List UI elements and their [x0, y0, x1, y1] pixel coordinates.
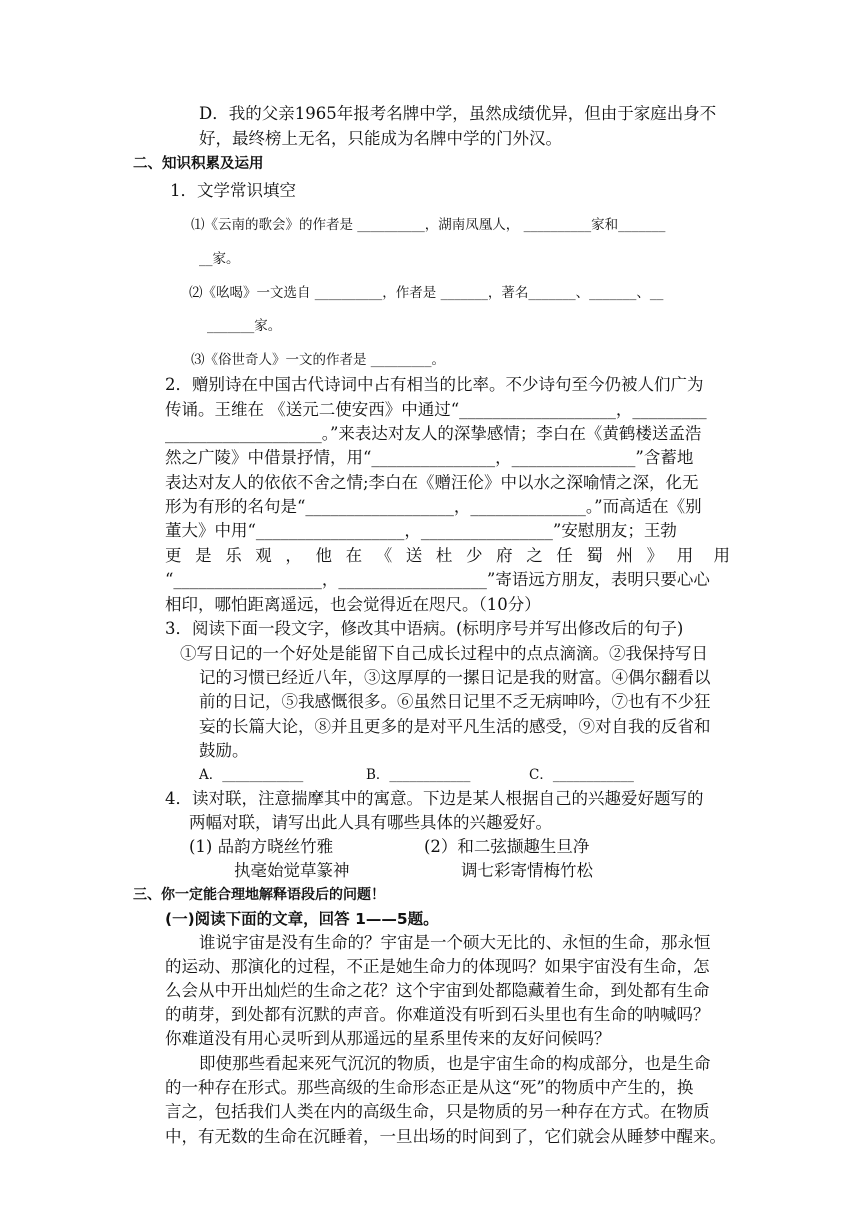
couplet-1-line-1: (1) 品韵方晓丝竹雅 — [189, 837, 334, 856]
q4-line-2: 两幅对联，请写出此人具有哪些具体的兴趣爱好。 — [189, 813, 552, 832]
option-d-line-1: D．我的父亲1965年报考名牌中学，虽然成绩优异，但由于家庭出身不 — [199, 104, 717, 123]
q2-line-7: 董大》中用“__________________，________________”安慰朋友；王勃 — [165, 521, 677, 540]
couplet-2-line-1: (2）和二弦撷趣生旦净 — [424, 837, 590, 856]
q2-line-8 — [165, 545, 730, 567]
q3-line-2: ①写日记的一个好处是能留下自己成长过程中的点点滴滴。②我保持写日 — [180, 644, 708, 663]
passage-p2-line-1: 即使那些看起来死气沉沉的物质，也是宇宙生命的构成部分，也是生命 — [199, 1054, 711, 1073]
passage-p2-line-3: 言之，包括我们人类在内的高级生命，只是物质的另一种存在方式。在物质 — [165, 1102, 710, 1121]
q1-item1-line1: ⑴《云南的歌会》的作者是 __________，湖南凤凰人， __________家和_______ — [191, 217, 666, 233]
section-3-title: 三、你一定能合理地解释语段后的问题！ — [133, 887, 385, 903]
q2-line-10: 相印，哪怕距离遥远，也会觉得近在咫尺。（10分） — [165, 595, 541, 614]
couplet-1-line-2: 执毫始觉草篆神 — [234, 861, 350, 880]
q1-item2-line1: ⑵《吆喝》一文选自 __________，作者是 _______，著名_______、_______、__ — [189, 285, 664, 301]
passage-p1-line-3: 么会从中开出灿烂的生命之花？这个宇宙到处都隐藏着生命，到处都有生命 — [165, 981, 710, 1000]
option-d-line-2: 好，最终榜上无名，只能成为名牌中学的门外汉。 — [199, 129, 562, 148]
q2-line-3: ___________________。”来表达对友人的深挚感情；李白在《黄鹤楼送孟浩 — [165, 424, 702, 443]
q3-line-5: 妄的长篇大论，⑧并且更多的是对平凡生活的感受，⑨对自我的反省和 — [199, 717, 711, 736]
question-1-title: 1．文学常识填空 — [170, 181, 296, 200]
q4-line-1: 4．读对联，注意揣摩其中的寓意。下边是某人根据自己的兴趣爱好题写的 — [165, 789, 704, 808]
passage-p2-line-2: 的一种存在形式。那些高级的生命形态正是从这“死”的物质中产生的，换 — [165, 1078, 694, 1097]
q3-answer-b: B．____________ — [366, 767, 471, 783]
q1-item2-line2: _______家。 — [207, 318, 282, 334]
q3-line-6: 鼓励。 — [199, 741, 249, 760]
q3-line-1: 3．阅读下面一段文字，修改其中语病。(标明序号并写出修改后的句子) — [165, 619, 684, 638]
q2-line-8-text: 更是乐观，他在《送杜少府之任蜀州》用 — [165, 546, 707, 565]
q2-line-1: 2．赠别诗在中国古代诗词中占有相当的比率。不少诗句至今仍被人们广为 — [165, 375, 704, 394]
q3-line-3: 记的习惯已经近八年，③这厚厚的一摞日记是我的财富。④偶尔翻看以 — [199, 668, 711, 687]
q2-line-9: “__________________，__________________”寄语远方朋友，表明只要心心 — [165, 570, 710, 589]
q2-line-6: 形为有形的名句是“__________________，______________。”而高适在《别 — [165, 497, 702, 516]
q3-answer-a: A．____________ — [199, 767, 304, 783]
q3-line-4: 前的日记，⑤我感慨很多。⑥虽然日记里不乏无病呻吟，⑦也有不少狂 — [199, 692, 711, 711]
q2-line-2: 传诵。王维在 《送元二使安西》中通过“___________________，_________ — [165, 400, 707, 419]
q1-item1-line2: __家。 — [199, 251, 240, 267]
couplet-2-line-2: 调七彩寄情梅竹松 — [461, 861, 593, 880]
passage-p2-line-4: 中，有无数的生命在沉睡着，一旦出场的时间到了，它们就会从睡梦中醒来。 — [165, 1127, 726, 1146]
subsection-1-title: (一)阅读下面的文章，回答 1——5题。 — [165, 910, 439, 928]
passage-p1-line-2: 的运动、那演化的过程，不正是她生命力的体现吗？如果宇宙没有生命，怎 — [165, 957, 710, 976]
passage-p1-line-4: 的萌芽，到处都有沉默的声音。你难道没有听到石头里也有生命的呐喊吗？ — [165, 1005, 710, 1024]
q1-item3: ⑶《俗世奇人》一文的作者是 _________。 — [191, 352, 446, 368]
q2-line-4: 然之广陵》中借景抒情，用“_______________，_______________”含蓄地 — [165, 448, 694, 467]
passage-p1-line-1: 谁说宇宙是没有生命的？宇宙是一个硕大无比的、永恒的生命，那永恒 — [199, 933, 711, 952]
q3-answer-c: C．____________ — [529, 767, 634, 783]
q2-line-8-tail: 用 — [713, 546, 730, 565]
q2-line-5: 表达对友人的依依不舍之情;李白在《赠汪伦》中以水之深喻情之深，化无 — [165, 473, 699, 492]
section-2-title: 二、知识积累及运用 — [133, 156, 264, 172]
passage-p1-line-5: 你难道没有用心灵听到从那遥远的星系里传来的友好问候吗？ — [165, 1029, 611, 1048]
